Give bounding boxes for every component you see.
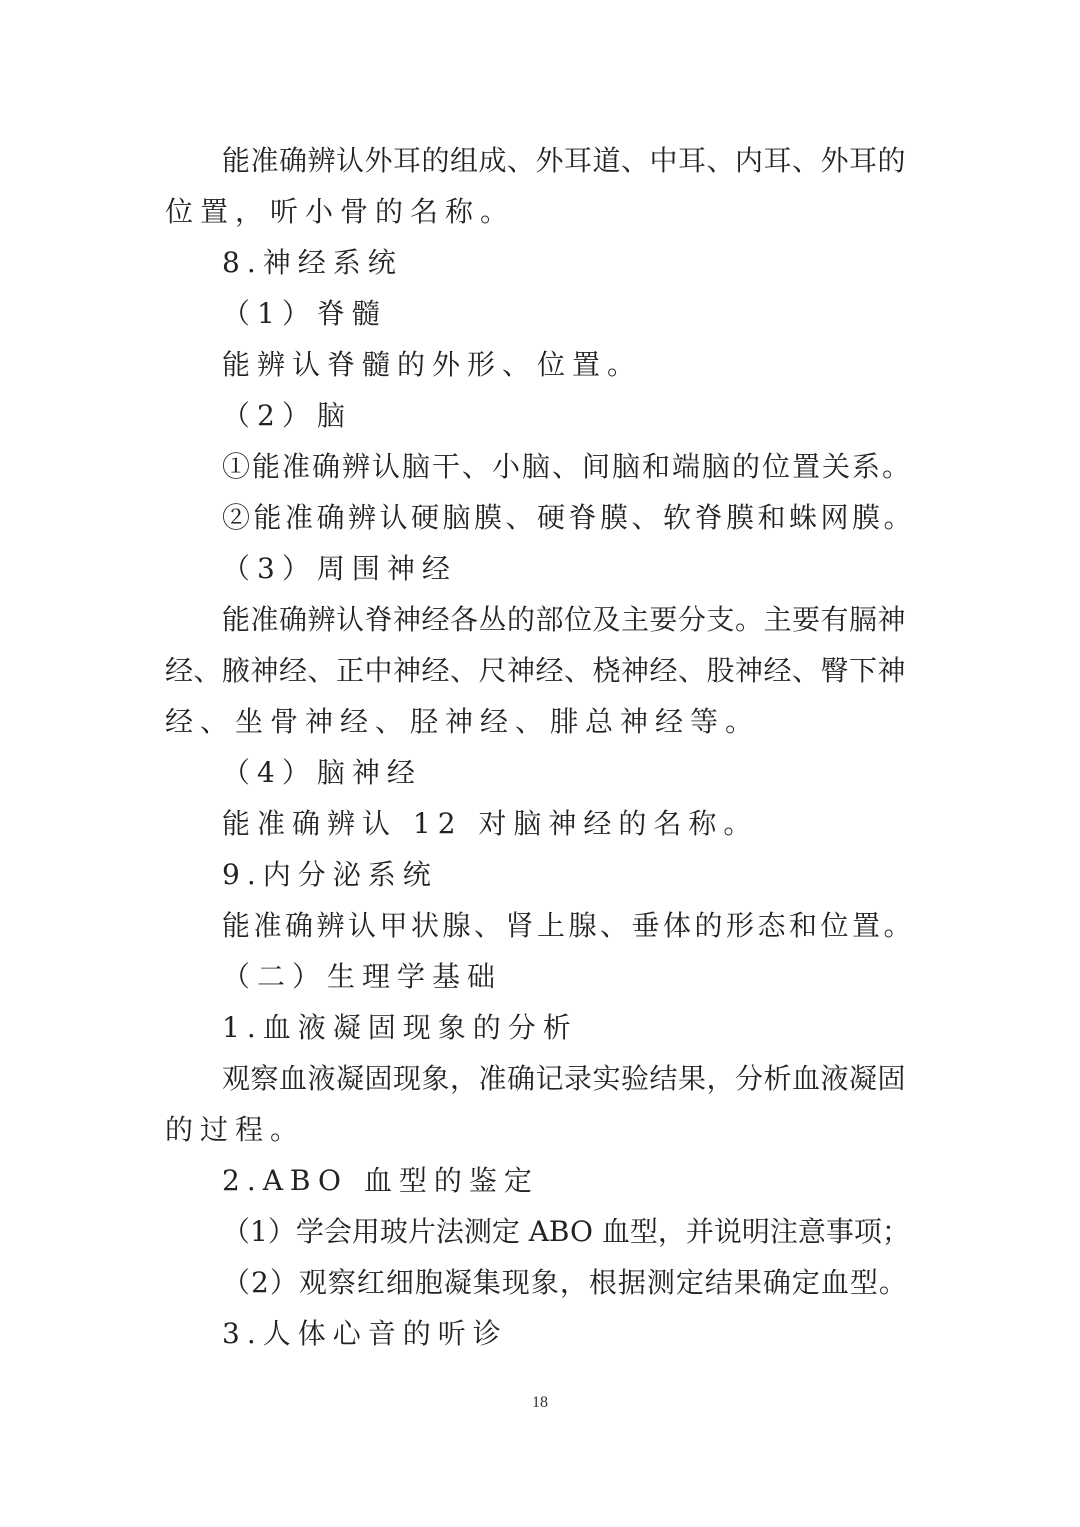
section-heading: 1.血液凝固现象的分析 bbox=[222, 1011, 578, 1044]
paragraph-line: 能准确辨认外耳的组成、外耳道、中耳、内耳、外耳的 bbox=[222, 144, 907, 177]
paragraph-line: 的过程。 bbox=[165, 1113, 306, 1146]
paragraph-line: 经、坐骨神经、胫神经、腓总神经等。 bbox=[165, 705, 761, 738]
list-item: ①能准确辨认脑干、小脑、间脑和端脑的位置关系。 bbox=[222, 450, 913, 483]
subsection-heading: （1）脊髓 bbox=[222, 297, 387, 330]
section-heading: 2.ABO 血型的鉴定 bbox=[222, 1164, 539, 1197]
list-item: ②能准确辨认硬脑膜、硬脊膜、软脊膜和蛛网膜。 bbox=[222, 501, 916, 534]
paragraph-line: 能准确辨认脊神经各丛的部位及主要分支。主要有膈神 bbox=[222, 603, 907, 636]
subsection-heading: （2）脑 bbox=[222, 399, 352, 432]
paragraph-line: 能准确辨认甲状腺、肾上腺、垂体的形态和位置。 bbox=[222, 909, 916, 942]
subsection-heading: （4）脑神经 bbox=[222, 756, 422, 789]
list-item: （2）观察红细胞凝集现象，根据测定结果确定血型。 bbox=[222, 1266, 908, 1299]
paragraph-line: 位置，听小骨的名称。 bbox=[165, 195, 516, 228]
list-item: （1）学会用玻片法测定 ABO 血型，并说明注意事项； bbox=[222, 1215, 910, 1248]
section-heading: 9.内分泌系统 bbox=[222, 858, 438, 891]
paragraph-line: 观察血液凝固现象，准确记录实验结果，分析血液凝固 bbox=[222, 1062, 907, 1095]
section-heading: 3.人体心音的听诊 bbox=[222, 1317, 508, 1350]
page-number: 18 bbox=[532, 1394, 548, 1411]
section-heading: 8.神经系统 bbox=[222, 246, 403, 279]
paragraph-line: 能准确辨认 12 对脑神经的名称。 bbox=[222, 807, 759, 840]
subsection-heading: （3）周围神经 bbox=[222, 552, 457, 585]
chapter-heading: （二）生理学基础 bbox=[222, 960, 503, 993]
paragraph-line: 能辨认脊髓的外形、位置。 bbox=[222, 348, 643, 381]
paragraph-line: 经、腋神经、正中神经、尺神经、桡神经、股神经、臀下神 bbox=[165, 654, 907, 687]
